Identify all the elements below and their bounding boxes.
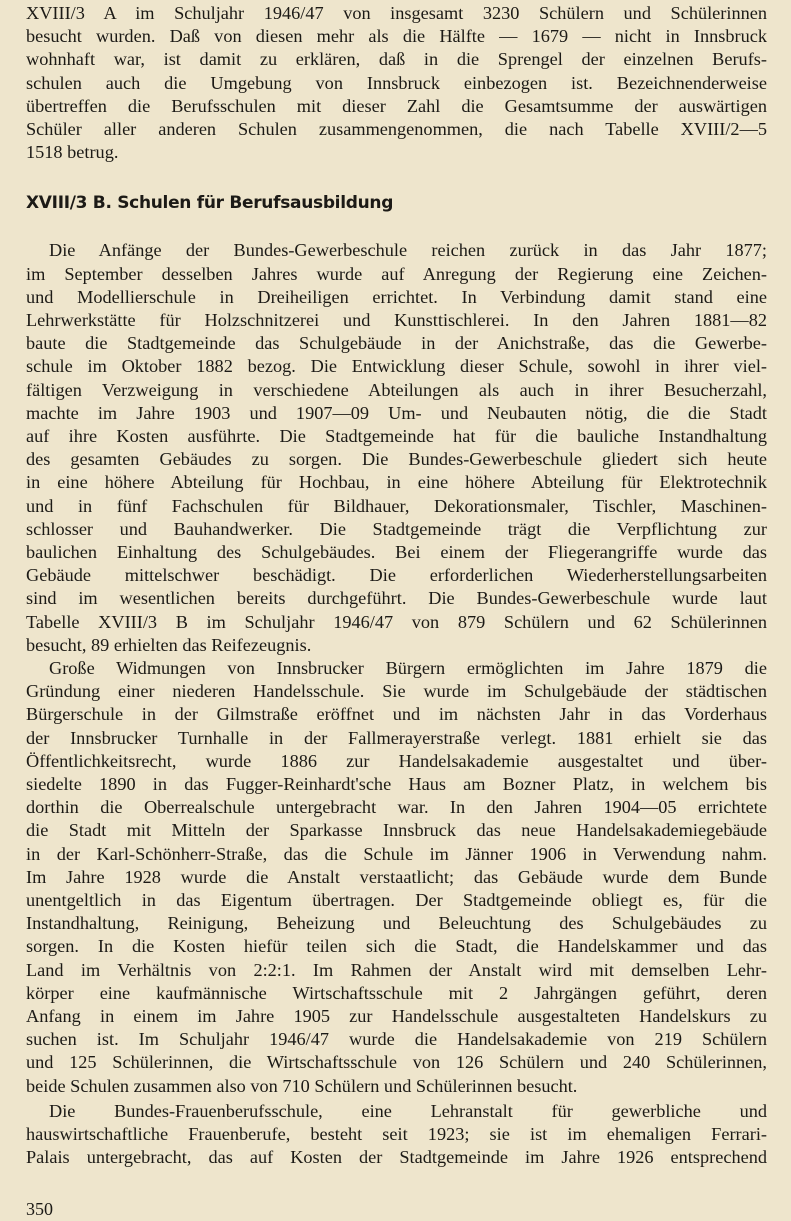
text-line: Instandhaltung, Reinigung, Beheizung und Beleuchtung des Schulgebäudes zu (26, 913, 767, 934)
text-line: Anfang in einem im Jahre 1905 zur Handelsschule ausgestalteten Handelskurs zu (26, 1006, 767, 1026)
text-line: der Innsbrucker Turnhalle in der Fallmerayerstraße verlegt. 1881 erhielt sie das (26, 727, 767, 748)
text-line: Tabelle XVIII/3 B im Schuljahr 1946/47 von 879 Schülern und 62 Schülerinnen (26, 611, 767, 632)
text-line: und Modellierschule in Dreiheiligen errichtet. In Verbindung damit stand eine (26, 286, 767, 307)
text-line: Land im Verhältnis von 2:2:1. Im Rahmen der Anstalt wird mit demselben Lehr- (26, 959, 767, 980)
text-line: in eine höhere Abteilung für Hochbau, in eine höhere Abteilung für Elektrotechnik (26, 472, 767, 493)
text-line: in der Karl-Schönherr-Straße, das die Schule im Jänner 1906 in Verwendung nahm. (26, 843, 767, 864)
text-line: 1518 betrug. (26, 142, 119, 163)
text-line: fältigen Verzweigung in verschiedene Abteilungen als auch in ihrer Besucherzahl, (26, 379, 767, 400)
page-number: 350 (26, 1199, 53, 1220)
text-line: Gründung einer niederen Handelsschule. Sie wurde im Schulgebäude der städtischen (26, 681, 767, 702)
text-line: Palais untergebracht, das auf Kosten der Stadtgemeinde im Jahre 1926 entsprechend (26, 1147, 767, 1168)
text-line: körper eine kaufmännische Wirtschaftsschule mit 2 Jahrgängen geführt, deren (26, 982, 767, 1003)
text-line: unentgeltlich in das Eigentum übertragen. Der Stadtgemeinde obliegt es, für die (26, 890, 767, 910)
text-line: schulen auch die Umgebung von Innsbruck einbezogen ist. Bezeichnenderweise (26, 72, 767, 93)
text-line: im September desselben Jahres wurde auf Anregung der Regierung eine Zeichen- (26, 263, 767, 284)
text-line: Gebäude mittelschwer beschädigt. Die erforderlichen Wiederherstellungsarbeiten (26, 565, 767, 586)
text-line: XVIII/3 A im Schuljahr 1946/47 von insgesamt 3230 Schülern und Schülerinnen (26, 3, 767, 23)
text-line: besucht, 89 erhielten das Reifezeugnis. (26, 634, 312, 655)
text-line: Im Jahre 1928 wurde die Anstalt verstaatlicht; das Gebäude wurde dem Bunde (26, 866, 767, 887)
text-line: Die Bundes-Frauenberufsschule, eine Lehranstalt für gewerbliche und (49, 1100, 767, 1121)
text-line: Bürgerschule in der Gilmstraße eröffnet und im nächsten Jahr in das Vorderhaus (26, 704, 767, 725)
text-line: und 125 Schülerinnen, die Wirtschaftsschule von 126 Schülern und 240 Schülerinnen, (26, 1052, 767, 1073)
text-line: Große Widmungen von Innsbrucker Bürgern ermöglichten im Jahre 1879 die (49, 658, 767, 678)
text-line: suchen ist. Im Schuljahr 1946/47 wurde die Handelsakademie von 219 Schülern (26, 1029, 767, 1050)
text-line: des gesamten Gebäudes zu sorgen. Die Bundes-Gewerbeschule gliedert sich heute (26, 449, 767, 470)
text-line: baute die Stadtgemeinde das Schulgebäude in der Anichstraße, das die Gewerbe- (26, 333, 767, 354)
text-line: schule im Oktober 1882 bezog. Die Entwicklung dieser Schule, sowohl in ihrer viel- (26, 356, 767, 377)
text-line: sorgen. In die Kosten hiefür teilen sich die Stadt, die Handelskammer und das (26, 936, 767, 957)
text-line: sind im wesentlichen bereits durchgeführt. Die Bundes-Gewerbeschule wurde laut (26, 588, 767, 609)
text-line: schlosser und Bauhandwerker. Die Stadtgemeinde trägt die Verpflichtung zur (26, 518, 767, 539)
text-line: Lehrwerkstätte für Holzschnitzerei und Kunsttischlerei. In den Jahren 1881—82 (26, 310, 767, 330)
text-line: besucht wurden. Daß von diesen mehr als die Hälfte — 1679 — nicht in Innsbruck (26, 26, 767, 47)
text-line: dorthin die Oberrealschule untergebracht war. In den Jahren 1904—05 errichtete (26, 797, 767, 818)
text-line: machte im Jahre 1903 und 1907—09 Um- und Neubauten nötig, die die Stadt (26, 402, 767, 423)
text-line: auf ihre Kosten ausführte. Die Stadtgemeinde hat für die bauliche Instandhaltung (26, 426, 767, 446)
text-line: baulichen Einhaltung des Schulgebäudes. Bei einem der Fliegerangriffe wurde das (26, 542, 767, 562)
section-heading: XVIII/3 B. Schulen für Berufsausbildung (26, 193, 394, 214)
text-line: Schüler aller anderen Schulen zusammengenommen, die nach Tabelle XVIII/2—5 (26, 119, 767, 139)
text-line: beide Schulen zusammen also von 710 Schülern und Schülerinnen besucht. (26, 1075, 578, 1096)
text-line: die Stadt mit Mitteln der Sparkasse Innsbruck das neue Handelsakademiegebäude (26, 820, 767, 841)
text-line: Die Anfänge der Bundes-Gewerbeschule reichen zurück in das Jahr 1877; (49, 240, 767, 261)
text-line: Öffentlichkeitsrecht, wurde 1886 zur Handelsakademie ausgestaltet und über- (26, 750, 767, 771)
text-line: und in fünf Fachschulen für Bildhauer, Dekorationsmaler, Tischler, Maschinen- (26, 495, 767, 516)
text-line: übertreffen die Berufsschulen mit dieser Zahl die Gesamtsumme der auswärtigen (26, 95, 767, 116)
text-line: hauswirtschaftliche Frauenberufe, besteht seit 1923; sie ist im ehemaligen Ferrari- (26, 1124, 767, 1144)
text-line: siedelte 1890 in das Fugger-Reinhardt'sche Haus am Bozner Platz, in welchem bis (26, 774, 767, 794)
text-line: wohnhaft war, ist damit zu erklären, daß in die Sprengel der einzelnen Berufs- (26, 49, 767, 70)
